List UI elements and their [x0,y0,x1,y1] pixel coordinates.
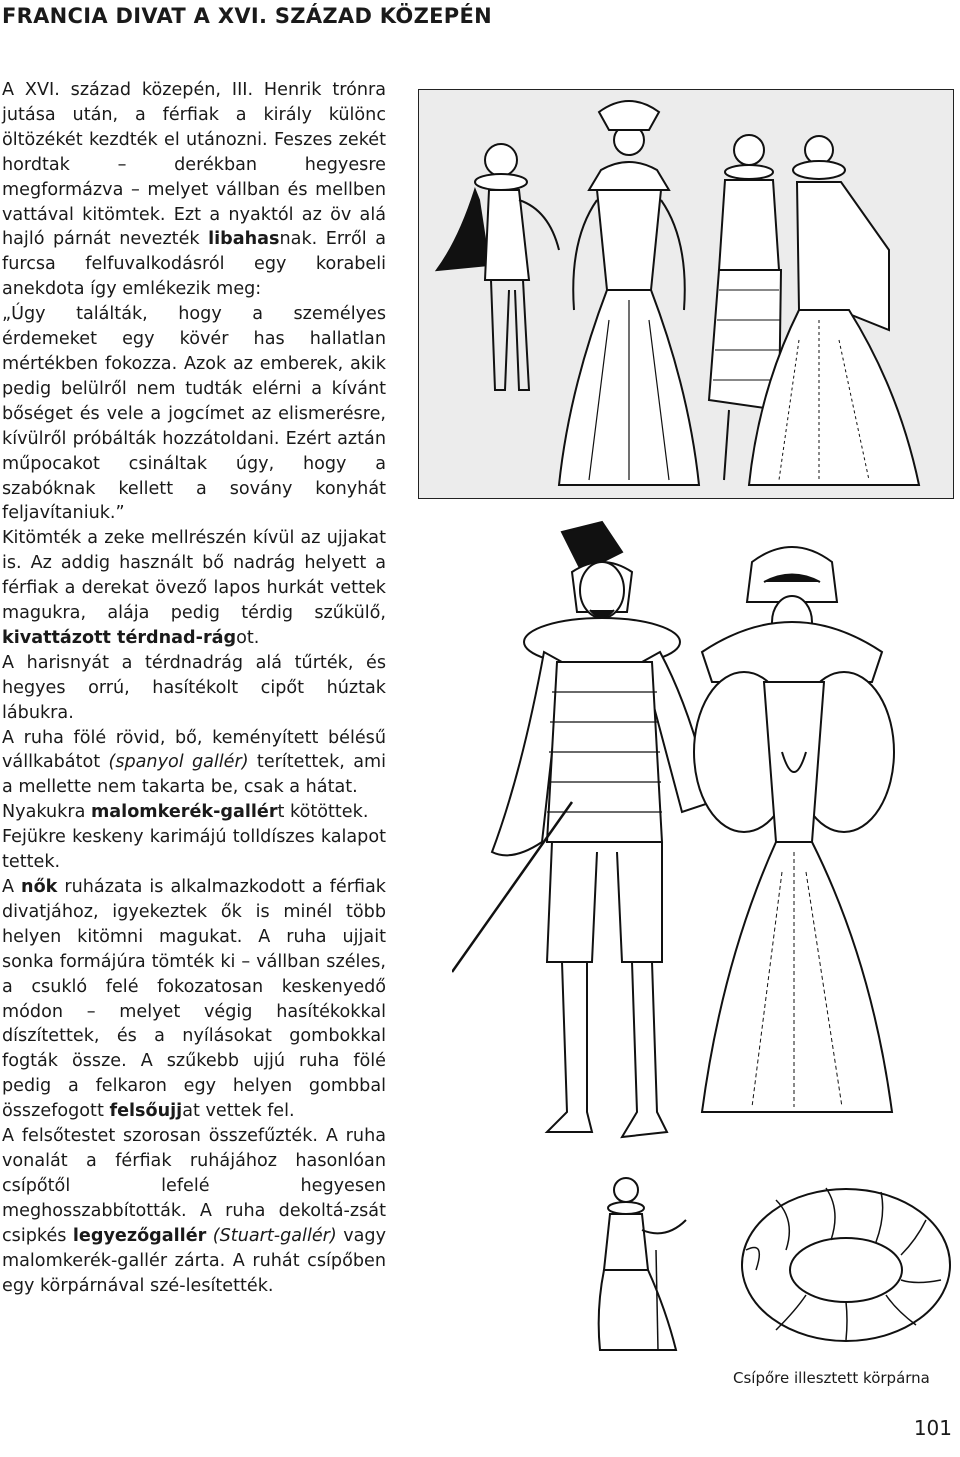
paragraph-7: Fejükre keskeny karimájú tolldíszes kalapot tettek. [2,827,386,873]
couple-illustration [452,512,960,1152]
figure-caption: Csípőre illesztett körpárna [733,1369,930,1387]
hip-roll-illustration [596,1160,960,1360]
paragraph-5: A ruha fölé rövid, bő, keményített bélésű vállkabátot (spanyol gallér) terítettek, ami a mellette nem takarta be, csak a hátat. [2,727,387,798]
paragraph-2: „Úgy találták, hogy a személyes érdemeket egy kövér has hallatlan mértékben fokozza. Azok az emberek, akik pedig belülről nem tudták elérni a kívánt bőséget és vele a jogcímet az elismerésre, kívülről próbálták hozzátoldani. Ezért aztán műpocakot csináltak úgy, hogy a szabóknak kellett a sovány konyhát feljavítaniuk.” [2,304,386,524]
paragraph-3: Kitömték a zeke mellrészén kívül az ujjakat is. Az addig használt bő nadrág helyett a férfiak a derekat övező lapos hurkát vettek magukra, alája pedig térdig szűkülő, kivattázott térdnad-rágot. [2,528,386,648]
paragraph-8: A nők ruházata is alkalmazkodott a férfiak divatjához, igyekeztek ők is minél több helyen kitömni magukat. A ruha ujjait sonka formájúra tömték ki – vállban széles, a csukló felé fokozatosan keskenyedő módon – melyet végig hasítékokkal díszítettek, és a nyílásokat gombokkal fogták össze. A szűkebb ujjú ruha fölé pedig a felkaron egy helyen gombbal összefogott felsőujjat vettek fel. [2,877,386,1122]
page-title: FRANCIA DIVAT A XVI. SZÁZAD KÖZEPÉN [2,4,492,28]
article-text [2,78,386,1298]
page-number: 101 [913,1416,952,1440]
group-illustration [418,89,954,499]
paragraph-4: A harisnyát a térdnadrág alá tűrték, és hegyes orrú, hasítékolt cipőt húztak lábukra. [2,652,386,723]
paragraph-6: Nyakukra malomkerék-gallért kötöttek. [2,802,369,823]
paragraph-1: A XVI. század közepén, III. Henrik trónra jutása után, a férfiak a király különc öltözékét kezdték el utánozni. Feszes zekét hordtak – derékban hegyesre megformázva – melyet vállban és mellben vattával kitömtek. Ezt a nyaktól az öv alá hajló párnát nevezték libahasnak. Erről a furcsa felfuvalkodásról egy korabeli anekdota így emlékezik meg: [2,80,387,300]
paragraph-9: A felsőtestet szorosan összefűzték. A ruha vonalát a férfiak ruhájához hasonlóan csípőtől lefelé hegyesen meghosszabbították. A ruha dekoltá-zsát csipkés legyezőgallér (Stuart-gallér) vagy malomkerék-gallér zárta. A ruhát csípőben egy körpárnával szé-lesítették. [2,1126,386,1296]
